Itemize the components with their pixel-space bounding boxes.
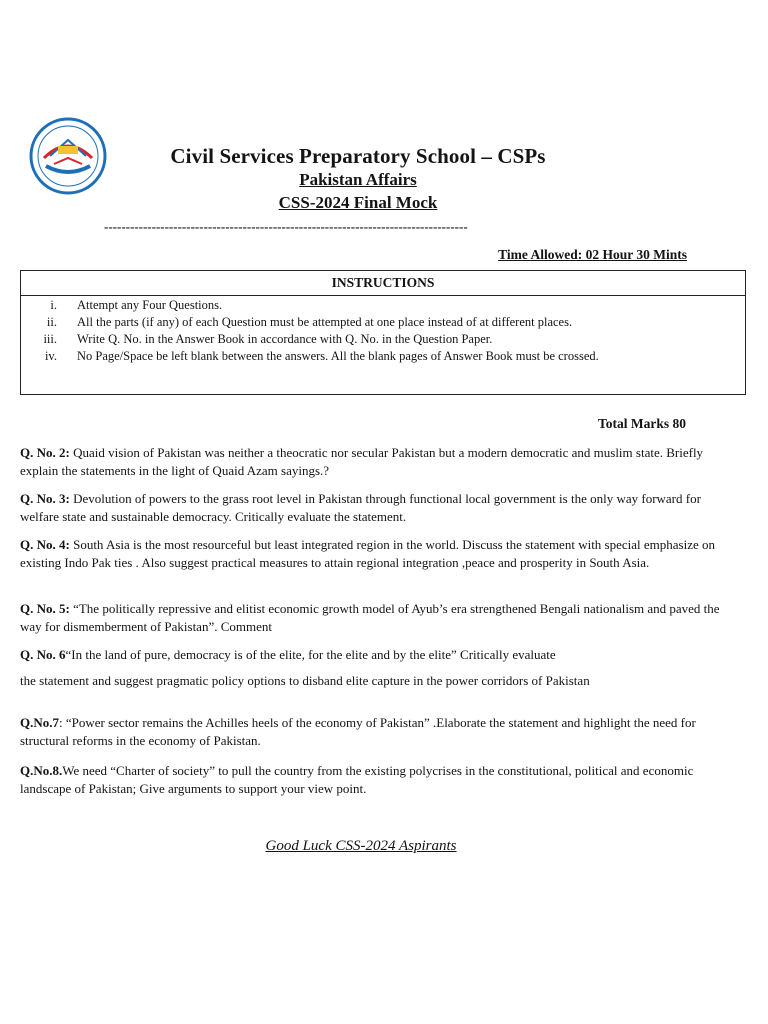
question-continuation (20, 672, 720, 690)
question-text: “The politically repressive and elitist economic growth model of Ayub’s era strengthened Bengali nationalism and paved the way for dismemberment of Pakistan”. Comment (20, 601, 720, 634)
instruction-item (21, 314, 745, 331)
question-item (20, 646, 720, 664)
question-text: Quaid vision of Pakistan was neither a theocratic nor secular Pakistan but a modern democratic and muslim state. Briefly explain the statements in the light of Quaid Azam sayings.? (20, 445, 704, 478)
question-item (20, 714, 720, 750)
question-text: “In the land of pure, democracy is of the elite, for the elite and by the elite” Critically evaluate (65, 647, 556, 662)
question-label: Q. No. 3: (20, 491, 70, 506)
question-item (20, 536, 720, 572)
instruction-number: i. (50, 298, 57, 312)
instruction-text: Attempt any Four Questions. (77, 298, 223, 312)
instruction-number: iv. (44, 349, 57, 363)
header-divider: ------------------------------------------------------------------------------------ (104, 220, 468, 234)
instructions-list (21, 297, 745, 365)
question-label: Q.No.7 (20, 715, 59, 730)
question-item (20, 444, 720, 480)
closing-message: Good Luck CSS-2024 Aspirants (265, 838, 457, 854)
instruction-item (21, 348, 745, 365)
instruction-text: No Page/Space be left blank between the answers. All the blank pages of Answer Book must be crossed. (77, 349, 599, 363)
instruction-text: Write Q. No. in the Answer Book in accordance with Q. No. in the Question Paper. (77, 332, 493, 346)
question-label: Q. No. 6 (20, 647, 66, 662)
question-text: Devolution of powers to the grass root level in Pakistan through functional local government is the only way forward for welfare state and sustainable democracy. Critically evaluate the statement. (20, 491, 701, 524)
question-label: Q. No. 4: (20, 537, 70, 552)
total-marks: Total Marks 80 (597, 416, 686, 431)
question-item (20, 600, 720, 636)
time-allowed: Time Allowed: 02 Hour 30 Mints (498, 247, 687, 262)
instruction-item (21, 331, 745, 348)
question-item (20, 762, 720, 798)
question-item (20, 490, 720, 526)
question-label: Q. No. 5: (20, 601, 70, 616)
school-name: Civil Services Preparatory School – CSPs (170, 144, 546, 168)
instructions-title: INSTRUCTIONS (21, 271, 745, 296)
instruction-number: ii. (46, 315, 57, 329)
question-text: : “Power sector remains the Achilles heels of the economy of Pakistan” .Elaborate the statement and highlight the need for structural reforms in the economy of Pakistan. (20, 715, 696, 748)
question-label: Q. No. 2: (20, 445, 70, 460)
instruction-item (21, 297, 745, 314)
question-text: South Asia is the most resourceful but least integrated region in the world. Discuss the statement with special emphasize on existing Indo Pak ties . Also suggest practical measures to attain regional integration ,peace and prosperity in South Asia. (20, 537, 716, 570)
question-text: We need “Charter of society” to pull the country from the existing polycrises in the constitutional, political and economic landscape of Pakistan; Give arguments to support your view point. (20, 763, 694, 796)
question-label: Q.No.8. (20, 763, 63, 778)
exam-title: CSS-2024 Final Mock (278, 193, 438, 212)
instruction-number: iii. (43, 332, 57, 346)
instructions-box (20, 270, 746, 395)
question-text: the statement and suggest pragmatic policy options to disband elite capture in the power corridors of Pakistan (20, 673, 590, 688)
subject-title: Pakistan Affairs (299, 170, 417, 189)
instruction-text: All the parts (if any) of each Question must be attempted at one place instead of at different places. (77, 315, 573, 329)
